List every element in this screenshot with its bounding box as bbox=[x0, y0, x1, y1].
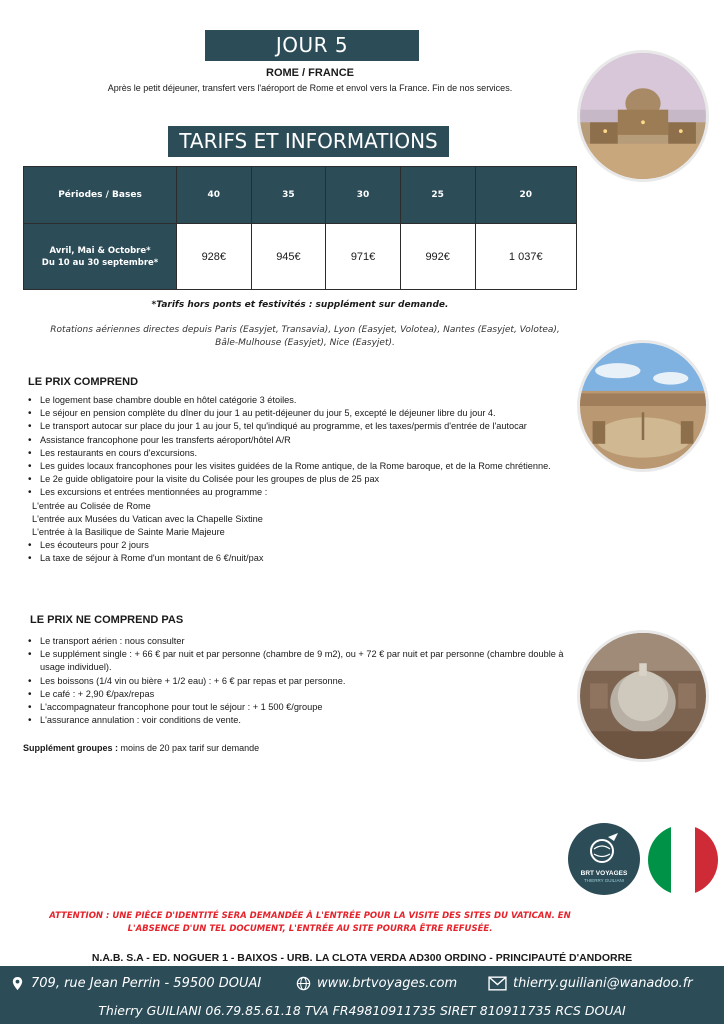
footer-address bbox=[10, 976, 261, 991]
list-item: • Le supplément single : + 66 € par nuit et par personne (chambre de 9 m2), ou + 72 € par nuit et par personne (chambre double à usage individuel). bbox=[26, 648, 566, 674]
st-peter-square-photo bbox=[577, 340, 709, 472]
table-row bbox=[24, 224, 577, 290]
list-item: • Les excursions et entrées mentionnées au programme : bbox=[26, 486, 566, 499]
list-item: • Le transport aérien : nous consulter bbox=[26, 635, 566, 648]
globe-icon bbox=[296, 976, 311, 991]
location-pin-icon bbox=[10, 976, 25, 991]
list-item: • Le séjour en pension complète du dîner du jour 1 au petit-déjeuner du jour 5, excepté le déjeuner libre du jour 4. bbox=[26, 407, 566, 420]
dome-aerial-photo bbox=[577, 630, 709, 762]
supplement-groups bbox=[23, 743, 259, 753]
attention-line: L'ABSENCE D'UN TEL DOCUMENT, L'ENTRÉE AU SITE POURRA ÊTRE REFUSÉE. bbox=[127, 924, 493, 934]
price-cell: 928€ bbox=[177, 224, 252, 290]
list-item: • Le transport autocar sur place du jour 1 au jour 5, tel qu'indiqué au programme, et les taxes/permis d'entrée de l'autocar bbox=[26, 420, 566, 433]
list-item: • L'accompagnateur francophone pour tout le séjour : + 1 500 €/groupe bbox=[26, 701, 566, 714]
included-list bbox=[26, 394, 566, 566]
footer-contact: Thierry GUILIANI 06.79.85.61.18 TVA FR49810911735 SIRET 810911735 RCS DOUAI bbox=[98, 1003, 626, 1018]
tarifs-table bbox=[23, 166, 577, 290]
day-title-banner: JOUR 5 bbox=[205, 30, 419, 61]
period-line: Du 10 au 30 septembre* bbox=[41, 257, 159, 268]
route-title: ROME / FRANCE bbox=[266, 67, 354, 79]
price-cell: 992€ bbox=[400, 224, 475, 290]
rotations-line: Bâle-Mulhouse (Easyjet), Nice (Easyjet). bbox=[215, 338, 395, 348]
rotations-line: Rotations aériennes directes depuis Paris (Easyjet, Transavia), Lyon (Easyjet, Volotea), Nantes (Easyjet, Volotea), bbox=[50, 325, 560, 335]
flag-red-stripe bbox=[695, 825, 718, 895]
address-text: 709, rue Jean Perrin - 59500 DOUAI bbox=[31, 976, 262, 991]
footer bbox=[0, 966, 724, 1024]
header-periods: Périodes / Bases bbox=[24, 167, 177, 224]
period-line: Avril, Mai & Octobre* bbox=[49, 245, 151, 256]
flag-green-stripe bbox=[648, 825, 671, 895]
sub-list-item: L'entrée aux Musées du Vatican avec la Chapelle Sixtine bbox=[32, 513, 263, 524]
flag-white-stripe bbox=[671, 825, 694, 895]
st-peter-basilica-photo bbox=[577, 50, 709, 182]
attention-notice bbox=[30, 910, 590, 936]
price-cell: 945€ bbox=[251, 224, 326, 290]
header-base: 40 bbox=[177, 167, 252, 224]
price-cell: 971€ bbox=[326, 224, 401, 290]
mail-icon bbox=[488, 976, 507, 991]
brt-voyages-logo bbox=[568, 823, 640, 895]
sub-list-item: L'entrée à la Basilique de Sainte Marie Majeure bbox=[32, 527, 225, 538]
list-item: • Les boissons (1/4 vin ou bière + 1/2 eau) : + 6 € par repas et par personne. bbox=[26, 675, 566, 688]
logo-subtitle: THIERRY GUILIANI bbox=[583, 878, 625, 883]
legal-address: N.A.B. S.A - ED. NOGUER 1 - BAIXOS - URB. LA CLOTA VERDA AD300 ORDINO - PRINCIPAUTÉ D'ANDORRE bbox=[91, 952, 633, 964]
header-base: 30 bbox=[326, 167, 401, 224]
email-link[interactable]: thierry.guiliani@wanadoo.fr bbox=[513, 976, 693, 991]
footer-email[interactable] bbox=[488, 976, 693, 991]
day-description: Après le petit déjeuner, transfert vers l'aéroport de Rome et envol vers la France. Fin de nos services. bbox=[107, 83, 513, 93]
list-item: • L'assurance annulation : voir conditions de vente. bbox=[26, 714, 566, 727]
supplement-label: Supplément groupes : bbox=[23, 743, 119, 753]
list-item: • Le logement base chambre double en hôtel catégorie 3 étoiles. bbox=[26, 394, 566, 407]
supplement-text: moins de 20 pax tarif sur demande bbox=[120, 743, 260, 753]
website-link[interactable]: www.brtvoyages.com bbox=[317, 976, 458, 991]
list-item: • Assistance francophone pour les transferts aéroport/hôtel A/R bbox=[26, 434, 566, 447]
list-item: • Les écouteurs pour 2 jours bbox=[26, 539, 566, 552]
tarifs-banner: TARIFS ET INFORMATIONS bbox=[168, 126, 449, 157]
globe-plane-icon bbox=[586, 831, 622, 867]
sub-list-item: L'entrée au Colisée de Rome bbox=[32, 500, 151, 511]
header-base: 25 bbox=[400, 167, 475, 224]
list-item: • La taxe de séjour à Rome d'un montant de 6 €/nuit/pax bbox=[26, 552, 566, 565]
attention-line: ATTENTION : UNE PIÈCE D'IDENTITÉ SERA DEMANDÉE À L'ENTRÉE POUR LA VISITE DES SITES DU VATICAN. EN bbox=[49, 911, 571, 921]
header-base: 35 bbox=[251, 167, 326, 224]
table-header-row bbox=[24, 167, 577, 224]
list-item: • Les restaurants en cours d'excursions. bbox=[26, 447, 566, 460]
italy-flag bbox=[648, 825, 718, 895]
period-cell bbox=[24, 224, 177, 290]
price-cell: 1 037€ bbox=[475, 224, 577, 290]
included-title: LE PRIX COMPREND bbox=[28, 376, 139, 388]
excluded-list bbox=[26, 635, 566, 727]
tarifs-note: *Tarifs hors ponts et festivités : supplément sur demande. bbox=[151, 300, 449, 310]
excluded-title: LE PRIX NE COMPREND PAS bbox=[30, 614, 184, 626]
footer-website[interactable] bbox=[296, 976, 457, 991]
logo-brand: BRT VOYAGES bbox=[580, 870, 628, 877]
list-item: • Les guides locaux francophones pour les visites guidées de la Rome antique, de la Rome baroque, et de la Rome chrétienne. bbox=[26, 460, 566, 473]
list-item: • Le 2e guide obligatoire pour la visite du Colisée pour les groupes de plus de 25 pax bbox=[26, 473, 566, 486]
list-item: • Le café : + 2,90 €/pax/repas bbox=[26, 688, 566, 701]
header-base: 20 bbox=[475, 167, 577, 224]
rotations-info bbox=[20, 324, 590, 350]
